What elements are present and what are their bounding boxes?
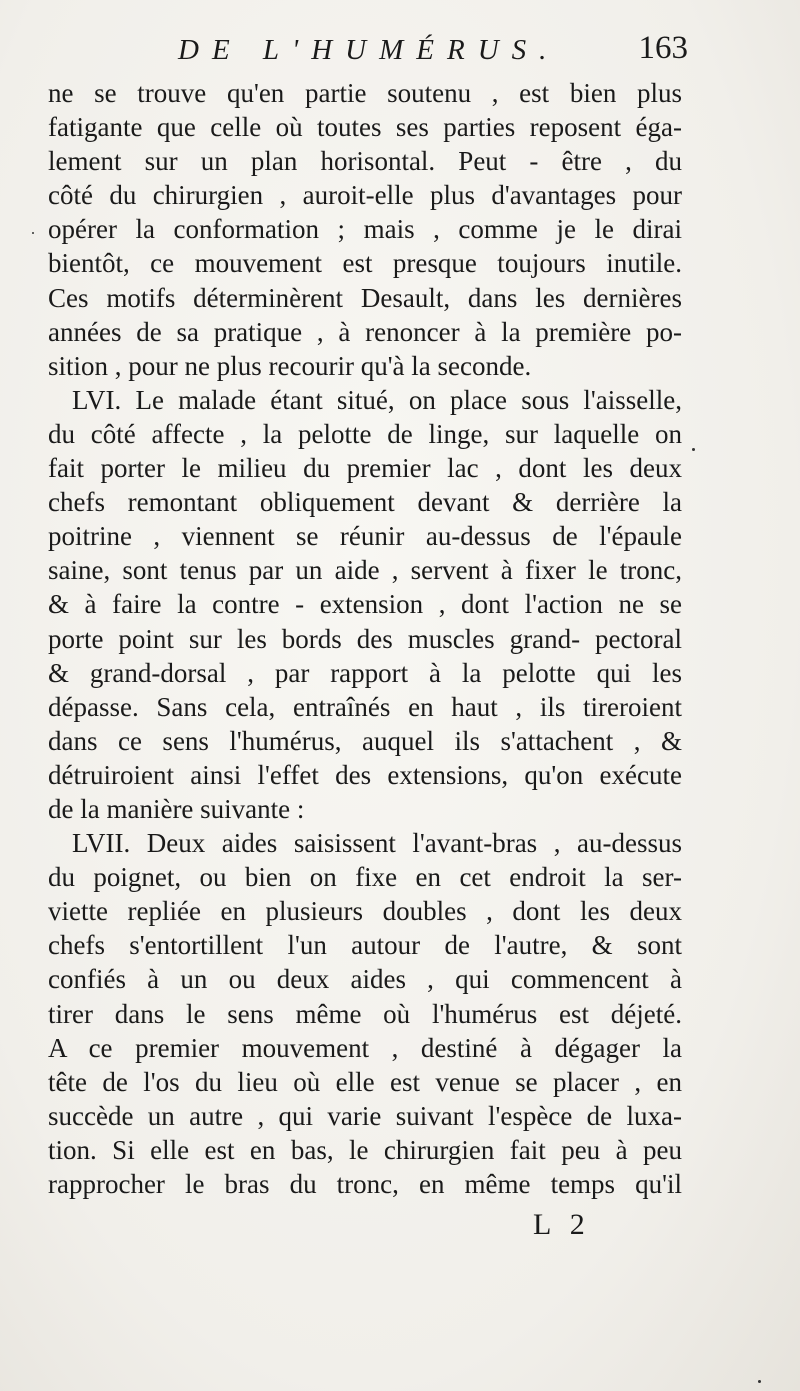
text-line: rapprocher le bras du tronc, en même temps qu'il — [48, 1169, 682, 1199]
text-line: de la manière suivante : — [48, 793, 305, 824]
text-line: tirer dans le sens même où l'humérus est déjeté. — [48, 998, 682, 1029]
text-line: du poignet, ou bien on fixe en cet endroit la ser- — [48, 862, 682, 893]
text-line: & grand-dorsal , par rapport à la pelotte qui les — [48, 657, 682, 688]
running-head: DE L'HUMÉRUS. — [178, 34, 560, 66]
text-line: chefs remontant obliquement devant & derrière la — [48, 487, 682, 518]
text-line: & à faire la contre - extension , dont l'action ne se — [48, 589, 682, 620]
text-line: détruiroient ainsi l'effet des extensions, qu'on exécute — [48, 759, 682, 790]
text-line: fatigante que celle où toutes ses parties reposent éga- — [48, 112, 682, 143]
text-line: dans ce sens l'humérus, auquel ils s'attachent , & — [48, 725, 682, 756]
text-line: confiés à un ou deux aides , qui commencent à — [48, 964, 682, 995]
ink-speck — [692, 448, 695, 451]
section-lvi-start: LVI. Le malade étant situé, on place sous l'aisselle, — [72, 384, 682, 415]
text-line: Ces motifs déterminèrent Desault, dans les dernières — [48, 282, 682, 313]
section-lvii-start: LVII. Deux aides saisissent l'avant-bras , au-dessus — [72, 828, 682, 859]
text-line: tion. Si elle est en bas, le chirurgien fait peu à peu — [48, 1134, 682, 1165]
text-line: A ce premier mouvement , destiné à dégager la — [48, 1032, 682, 1063]
page-number: 163 — [638, 30, 688, 66]
text-line: porte point sur les bords des muscles grand- pectoral — [48, 623, 682, 654]
page-header — [48, 28, 688, 78]
text-line: côté du chirurgien , auroit-elle plus d'avantages pour — [48, 180, 682, 211]
text-line: du côté affecte , la pelotte de linge, sur laquelle on — [48, 418, 682, 449]
text-line: fait porter le milieu du premier lac , dont les deux — [48, 453, 682, 484]
text-line: viette repliée en plusieurs doubles , dont les deux — [48, 896, 682, 927]
text-line: tête de l'os du lieu où elle est venue se placer , en — [48, 1066, 682, 1097]
text-line: sition , pour ne plus recourir qu'à la seconde. — [48, 350, 532, 381]
ink-speck — [758, 1380, 761, 1383]
text-line: ne se trouve qu'en partie soutenu , est bien plus — [48, 78, 682, 108]
body-text — [48, 76, 682, 1201]
text-line: lement sur un plan horisontal. Peut - être , du — [48, 146, 682, 177]
text-line: saine, sont tenus par un aide , servent à fixer le tronc, — [48, 555, 682, 586]
ink-speck — [32, 232, 34, 234]
text-line: bientôt, ce mouvement est presque toujours inutile. — [48, 248, 682, 279]
text-line: années de sa pratique , à renoncer à la première po- — [48, 316, 682, 347]
signature-mark: L 2 — [533, 1208, 591, 1241]
text-line: chefs s'entortillent l'un autour de l'autre, & sont — [48, 930, 682, 961]
text-line: opérer la conformation ; mais , comme je le dirai — [48, 214, 682, 245]
text-line: poitrine , viennent se réunir au-dessus de l'épaule — [48, 521, 682, 552]
text-line: dépasse. Sans cela, entraînés en haut , ils tireroient — [48, 691, 682, 722]
text-line: succède un autre , qui varie suivant l'espèce de luxa- — [48, 1100, 682, 1131]
